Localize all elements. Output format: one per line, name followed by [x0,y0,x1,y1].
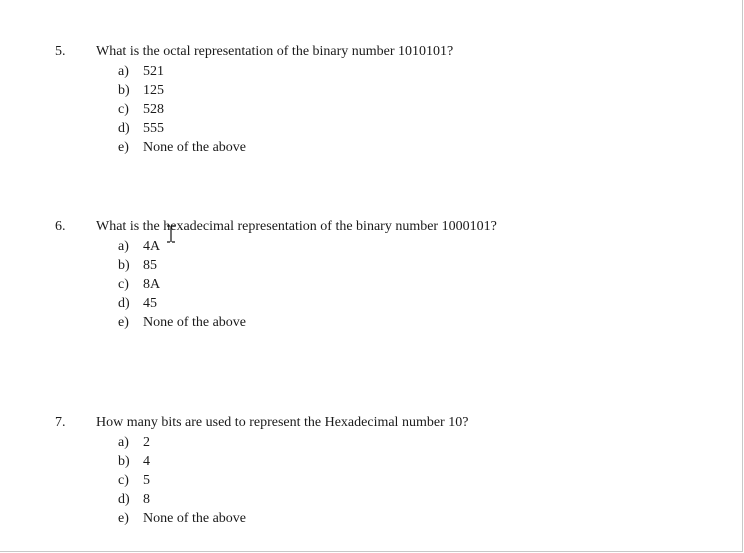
option-letter: a) [118,239,129,254]
option-text: None of the above [143,511,247,526]
option-c[interactable] [118,100,246,119]
option-letter: a) [118,64,129,79]
option-c[interactable] [118,275,246,294]
option-e[interactable] [118,138,246,157]
option-text: 125 [143,83,164,98]
option-list [118,433,246,528]
option-a[interactable] [118,237,246,256]
option-text: None of the above [143,315,247,330]
option-letter: b) [118,454,130,469]
option-d[interactable] [118,490,246,509]
option-letter: d) [118,296,130,311]
option-letter: c) [118,277,129,292]
option-d[interactable] [118,294,246,313]
option-e[interactable] [118,313,246,332]
option-letter: e) [118,511,129,526]
option-a[interactable] [118,62,246,81]
option-text: 8 [143,492,150,507]
question-text: What is the hexadecimal representation of the binary number 1000101? [96,219,497,234]
option-text: 5 [143,473,150,488]
option-e[interactable] [118,509,246,528]
option-letter: d) [118,492,130,507]
option-b[interactable] [118,452,246,471]
option-text: 85 [143,258,157,273]
question-text: How many bits are used to represent the Hexadecimal number 10? [96,415,469,430]
option-letter: a) [118,435,129,450]
option-letter: d) [118,121,130,136]
option-letter: b) [118,83,130,98]
option-b[interactable] [118,256,246,275]
option-text: None of the above [143,140,247,155]
option-text: 8A [143,277,161,292]
option-d[interactable] [118,119,246,138]
option-text: 45 [143,296,157,311]
option-text: 555 [143,121,164,136]
question-number: 5. [55,44,66,59]
option-b[interactable] [118,81,246,100]
option-text: 2 [143,435,150,450]
option-c[interactable] [118,471,246,490]
option-text: 4 [143,454,150,469]
option-text: 528 [143,102,164,117]
question-text: What is the octal representation of the binary number 1010101? [96,44,454,59]
option-letter: e) [118,315,129,330]
text-cursor-icon [165,225,177,243]
option-a[interactable] [118,433,246,452]
option-text: 521 [143,64,164,79]
option-text: 4A [143,239,161,254]
question-number: 6. [55,219,66,234]
option-letter: c) [118,473,129,488]
option-list [118,237,246,332]
question-number: 7. [55,415,66,430]
option-list [118,62,246,157]
option-letter: e) [118,140,129,155]
option-letter: b) [118,258,130,273]
option-letter: c) [118,102,129,117]
